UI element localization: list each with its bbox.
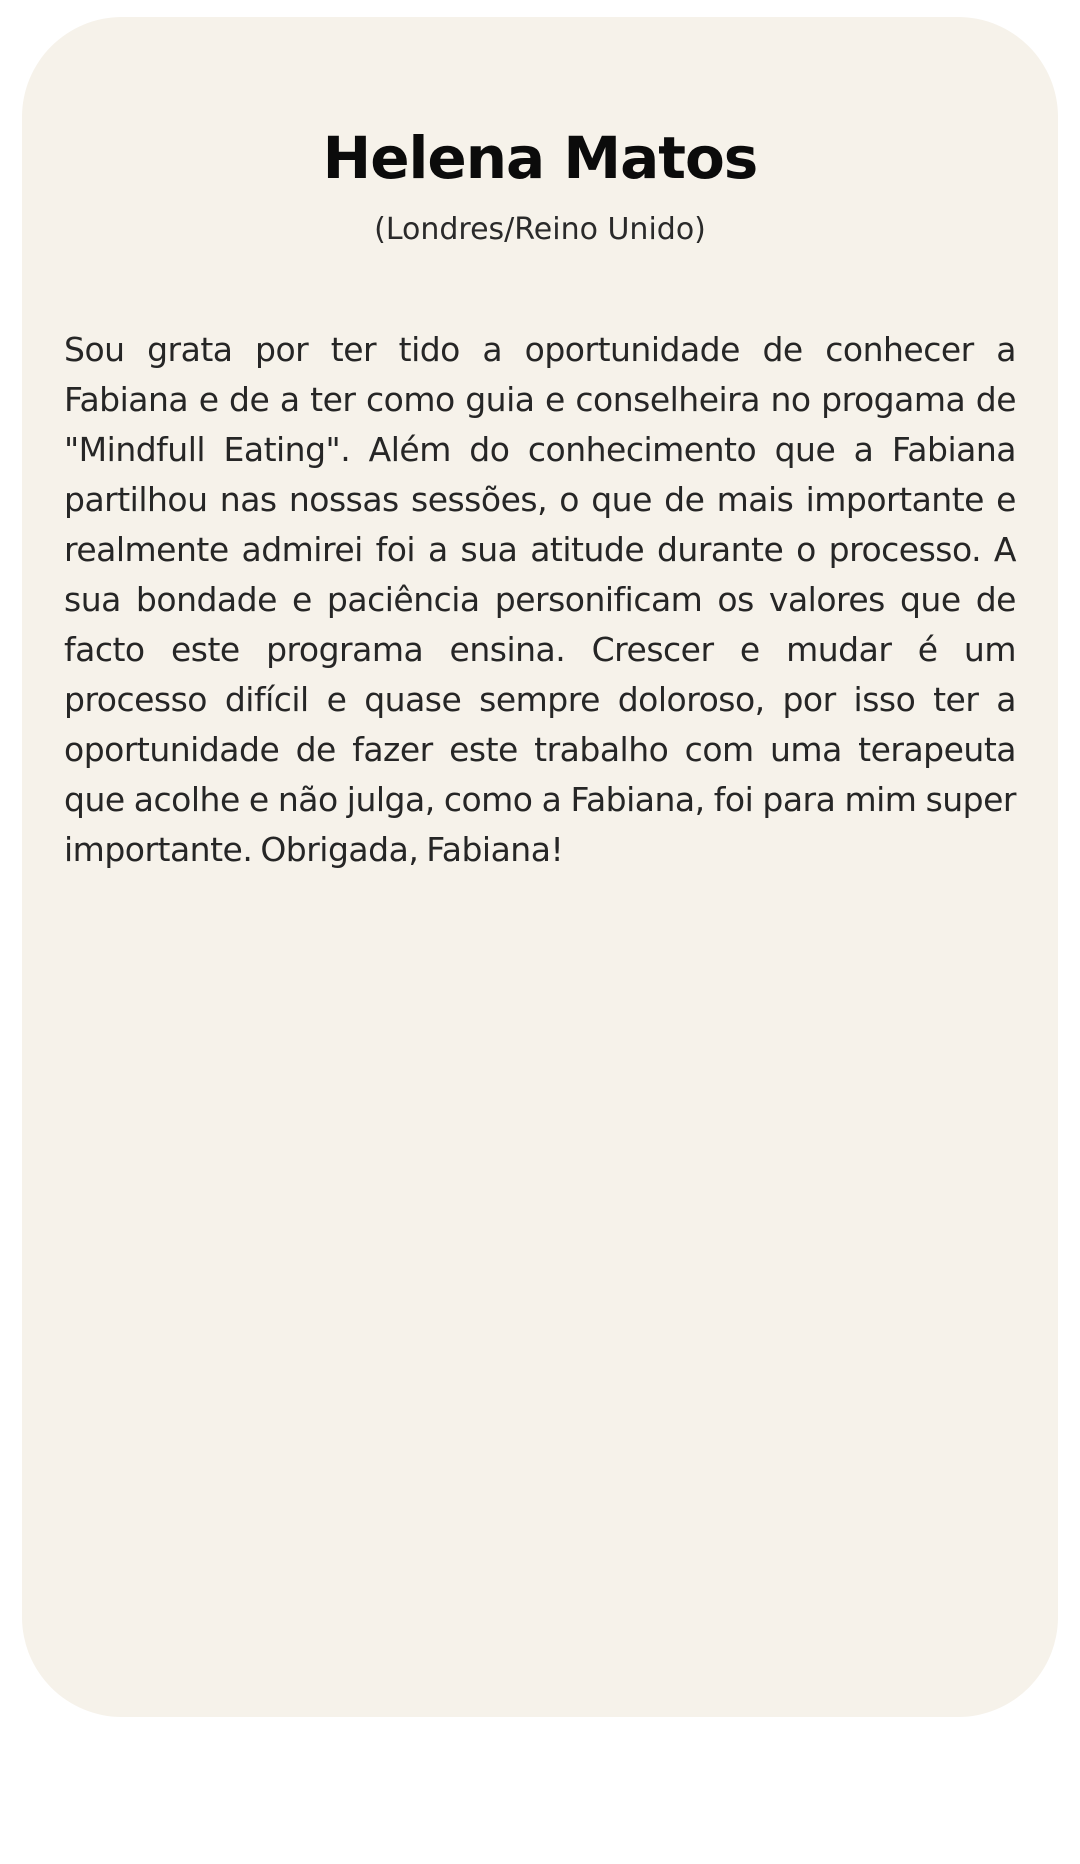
testimonial-author-name: Helena Matos	[322, 124, 758, 192]
testimonial-text: Sou grata por ter tido a oportunidade de conhecer a Fabiana e de a ter como guia e conselheira no progama de "Mindfull Eating". Além do conhecimento que a Fabiana partilhou nas nossas sessões, o que de mais importante e realmente admirei foi a sua atitude durante o processo. A sua bondade e paciência personificam os valores que de facto este programa ensina. Crescer e mudar é um processo difícil e quase sempre doloroso, por isso ter a oportunidade de fazer este trabalho com uma terapeuta que acolhe e não julga, como a Fabiana, foi para mim super importante. Obrigada, Fabiana!	[64, 330, 1016, 869]
testimonial-author-location: (Londres/Reino Unido)	[374, 212, 706, 247]
testimonial-card	[22, 17, 1058, 1717]
